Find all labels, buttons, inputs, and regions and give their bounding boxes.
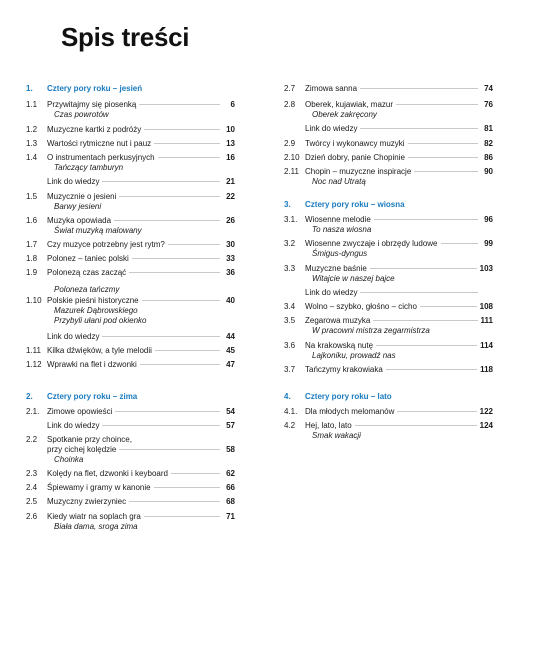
toc-entry[interactable] xyxy=(284,84,493,94)
entry-number: 3.1. xyxy=(284,215,298,224)
section-title: Cztery pory roku – wiosna xyxy=(305,200,405,209)
leader-line xyxy=(140,364,220,365)
toc-entry[interactable] xyxy=(284,239,493,259)
toc-entry[interactable] xyxy=(26,216,235,236)
entry-subtitle: Smak wakacji xyxy=(312,431,361,440)
entry-number: 2.10 xyxy=(284,153,300,162)
toc-entry[interactable] xyxy=(284,316,493,336)
entry-row xyxy=(305,215,493,225)
toc-entry[interactable] xyxy=(284,100,493,120)
entry-title: Hej, lato, lato xyxy=(305,421,352,430)
section-number: 1. xyxy=(26,84,33,93)
leader-line xyxy=(158,157,220,158)
entry-title: Link do wiedzy xyxy=(305,288,358,297)
leader-line xyxy=(115,411,220,412)
leader-line xyxy=(376,345,477,346)
entry-subtitle: Mazurek Dąbrowskiego xyxy=(54,306,138,315)
entry-row xyxy=(47,407,235,417)
entry-number: 2.2 xyxy=(26,435,38,444)
entry-title: Muzycznie o jesieni xyxy=(47,192,117,201)
leader-line xyxy=(102,425,220,426)
entry-title: Polonezą czas zacząć xyxy=(47,268,127,277)
leader-line xyxy=(168,244,220,245)
entry-title: Tańczymy krakowiaka xyxy=(305,365,383,374)
entry-title: Wiosenne melodie xyxy=(305,215,371,224)
entry-row xyxy=(305,124,493,134)
section-number: 4. xyxy=(284,392,291,401)
leader-line xyxy=(119,449,220,450)
entry-title: Wprawki na flet i dzwonki xyxy=(47,360,137,369)
toc-entry[interactable] xyxy=(284,341,493,361)
toc-entry[interactable] xyxy=(26,332,235,342)
entry-title-continued: przy cichej kolędzie xyxy=(47,445,117,454)
entry-title: Zegarowa muzyka xyxy=(305,316,371,325)
entry-row xyxy=(305,139,493,149)
entry-subtitle: Przybyli ułani pod okienko xyxy=(54,316,147,325)
leader-line xyxy=(420,306,477,307)
entry-number: 4.1. xyxy=(284,407,298,416)
toc-entry[interactable] xyxy=(284,302,493,312)
leader-line xyxy=(102,181,220,182)
entry-row xyxy=(47,360,235,370)
entry-title: Wartości rytmiczne nut i pauz xyxy=(47,139,152,148)
entry-row xyxy=(305,302,493,312)
entry-number: 1.3 xyxy=(26,139,38,148)
toc-entry[interactable] xyxy=(26,435,235,465)
toc-entry[interactable] xyxy=(284,124,493,134)
entry-row xyxy=(47,268,235,278)
leader-line xyxy=(139,104,220,105)
leader-line xyxy=(144,129,220,130)
section-number: 3. xyxy=(284,200,291,209)
entry-subtitle: Tańczący tamburyn xyxy=(54,163,124,172)
leader-line xyxy=(154,143,220,144)
entry-row xyxy=(47,346,235,356)
leader-line xyxy=(102,336,220,337)
entry-title: Wolno – szybko, głośno – cicho xyxy=(305,302,417,311)
entry-title: Dla młodych melomanów xyxy=(305,407,395,416)
entry-row xyxy=(47,139,235,149)
toc-entry[interactable] xyxy=(26,346,235,356)
toc-entry[interactable] xyxy=(26,177,235,187)
entry-number: 3.3 xyxy=(284,264,296,273)
entry-number: 3.4 xyxy=(284,302,296,311)
page-number: 82 xyxy=(484,139,493,148)
section-title: Cztery pory roku – zima xyxy=(47,392,138,401)
entry-subtitle: To nasza wiosna xyxy=(312,225,372,234)
leader-line xyxy=(129,272,220,273)
page-number: 62 xyxy=(226,469,235,478)
entry-title: Polskie pieśni historyczne xyxy=(47,296,139,305)
entry-subtitle: Czas powrotów xyxy=(54,110,109,119)
toc-entry[interactable] xyxy=(26,268,235,278)
toc-entry[interactable] xyxy=(284,407,493,417)
entry-title: Spotkanie przy choince, xyxy=(47,435,132,444)
toc-entry[interactable] xyxy=(26,421,235,431)
entry-row xyxy=(47,254,235,264)
entry-title: Link do wiedzy xyxy=(47,421,100,430)
entry-row xyxy=(47,177,235,187)
entry-title: Oberek, kujawiak, mazur xyxy=(305,100,394,109)
entry-row xyxy=(305,153,493,163)
leader-line xyxy=(373,320,477,321)
toc-entry[interactable] xyxy=(26,469,235,479)
entry-row xyxy=(47,483,235,493)
leader-line xyxy=(119,196,220,197)
entry-subtitle: Biała dama, sroga zima xyxy=(54,522,138,531)
page-number: 74 xyxy=(484,84,493,93)
page-number: 36 xyxy=(226,268,235,277)
page-number: 118 xyxy=(480,365,493,374)
entry-title: O instrumentach perkusyjnych xyxy=(47,153,155,162)
section-heading xyxy=(284,200,493,209)
entry-row xyxy=(47,512,235,522)
page-number: 16 xyxy=(226,153,235,162)
toc-entry[interactable] xyxy=(26,483,235,493)
entry-row xyxy=(47,216,235,226)
page-number: 22 xyxy=(226,192,235,201)
toc-entry[interactable] xyxy=(26,407,235,417)
page-number: 114 xyxy=(480,341,493,350)
section-heading xyxy=(284,392,493,401)
entry-title: Muzyczne baśnie xyxy=(305,264,367,273)
section-number: 2. xyxy=(26,392,33,401)
entry-row xyxy=(305,341,493,351)
page-number: 103 xyxy=(479,264,493,273)
entry-number: 1.6 xyxy=(26,216,38,225)
entry-row xyxy=(47,332,235,342)
leader-line xyxy=(360,292,478,293)
leader-line xyxy=(441,243,478,244)
toc-entry[interactable] xyxy=(284,167,493,187)
entry-title: Muzyczny zwierzyniec xyxy=(47,497,127,506)
entry-title: Twórcy i wykonawcy muzyki xyxy=(305,139,405,148)
entry-number: 3.6 xyxy=(284,341,296,350)
entry-subtitle: Lajkoniku, prowadź nas xyxy=(312,351,396,360)
entry-row xyxy=(47,296,235,306)
entry-row xyxy=(47,445,235,455)
page-number: 40 xyxy=(226,296,235,305)
leader-line xyxy=(397,411,476,412)
entry-row xyxy=(47,100,235,110)
entry-title: Link do wiedzy xyxy=(47,177,100,186)
section-heading xyxy=(26,392,235,401)
entry-number: 2.9 xyxy=(284,139,296,148)
entry-title: Przywitajmy się piosenką xyxy=(47,100,137,109)
entry-subtitle: W pracowni mistrza zegarmistrza xyxy=(312,326,430,335)
entry-number: 1.2 xyxy=(26,125,38,134)
page-number: 99 xyxy=(484,239,493,248)
entry-number: 1.11 xyxy=(26,346,41,355)
entry-number: 2.4 xyxy=(26,483,38,492)
page-number: 122 xyxy=(479,407,493,416)
page-number: 71 xyxy=(226,512,235,521)
leader-line xyxy=(154,487,220,488)
leader-line xyxy=(408,143,478,144)
page-number: 96 xyxy=(484,215,493,224)
toc-entry[interactable] xyxy=(284,288,493,298)
entry-subtitle: Choinka xyxy=(54,455,84,464)
toc-entry[interactable] xyxy=(26,125,235,135)
section-title: Cztery pory roku – lato xyxy=(305,392,392,401)
page-number: 58 xyxy=(226,445,235,454)
page-number: 21 xyxy=(226,177,235,186)
entry-title: Kiedy wiatr na soplach gra xyxy=(47,512,141,521)
toc-entry[interactable] xyxy=(26,192,235,212)
entry-row xyxy=(305,239,493,249)
entry-title: Kolędy na flet, dzwonki i keyboard xyxy=(47,469,168,478)
toc-entry[interactable] xyxy=(26,139,235,149)
leader-line xyxy=(360,128,478,129)
entry-row xyxy=(47,497,235,507)
entry-row xyxy=(305,421,493,431)
entry-number: 1.4 xyxy=(26,153,38,162)
page-number: 90 xyxy=(484,167,493,176)
entry-row xyxy=(305,365,493,375)
subtitle-text: Poloneza tańczmy xyxy=(54,285,120,294)
leader-line xyxy=(355,425,477,426)
entry-subtitle: Noc nad Utratą xyxy=(312,177,366,186)
entry-title: Dzień dobry, panie Chopinie xyxy=(305,153,405,162)
leader-line xyxy=(114,220,220,221)
page-number: 54 xyxy=(226,407,235,416)
leader-line xyxy=(396,104,478,105)
entry-number: 2.7 xyxy=(284,84,296,93)
entry-title: Link do wiedzy xyxy=(47,332,100,341)
entry-title: Muzyka opowiada xyxy=(47,216,112,225)
toc-entry[interactable] xyxy=(26,240,235,250)
page-number: 44 xyxy=(226,332,235,341)
toc-entry[interactable] xyxy=(26,153,235,173)
entry-number: 1.5 xyxy=(26,192,38,201)
page-number: 13 xyxy=(226,139,235,148)
entry-subtitle: Świat muzyką malowany xyxy=(54,226,142,235)
entry-number: 2.3 xyxy=(26,469,38,478)
entry-row xyxy=(305,84,493,94)
toc-entry[interactable] xyxy=(26,512,235,532)
page-number: 108 xyxy=(479,302,493,311)
entry-subtitle: Witajcie w naszej bajce xyxy=(312,274,395,283)
entry-row xyxy=(47,125,235,135)
page-number: 68 xyxy=(226,497,235,506)
toc-entry[interactable] xyxy=(284,365,493,375)
entry-row xyxy=(47,153,235,163)
page-number: 66 xyxy=(226,483,235,492)
page-number: 30 xyxy=(226,240,235,249)
entry-number: 1.8 xyxy=(26,254,38,263)
leader-line xyxy=(129,501,220,502)
page-number: 33 xyxy=(226,254,235,263)
entry-number: 1.7 xyxy=(26,240,38,249)
toc-subtitle xyxy=(26,285,235,295)
entry-number: 4.2 xyxy=(284,421,296,430)
leader-line xyxy=(370,268,477,269)
entry-title: Polonez – taniec polski xyxy=(47,254,129,263)
entry-row xyxy=(305,167,493,177)
entry-title: Czy muzyce potrzebny jest rytm? xyxy=(47,240,165,249)
entry-title: Zimowe opowieści xyxy=(47,407,113,416)
page-number: 111 xyxy=(480,316,493,325)
leader-line xyxy=(414,171,478,172)
section-title: Cztery pory roku – jesień xyxy=(47,84,143,93)
leader-line xyxy=(144,516,220,517)
entry-number: 2.5 xyxy=(26,497,38,506)
entry-subtitle: Barwy jesieni xyxy=(54,202,102,211)
toc-entry[interactable] xyxy=(284,139,493,149)
page-title: Spis treści xyxy=(61,22,190,52)
entry-row xyxy=(305,264,493,274)
entry-number: 1.12 xyxy=(26,360,42,369)
page-number: 81 xyxy=(484,124,493,133)
leader-line xyxy=(374,219,478,220)
entry-row xyxy=(47,421,235,431)
entry-row xyxy=(305,100,493,110)
entry-number: 2.1. xyxy=(26,407,40,416)
entry-number: 3.2 xyxy=(284,239,296,248)
entry-number: 1.10 xyxy=(26,296,42,305)
entry-subtitle: Oberek zakręcony xyxy=(312,110,377,119)
page-number: 45 xyxy=(226,346,235,355)
page-number: 26 xyxy=(226,216,235,225)
page-number: 47 xyxy=(226,360,235,369)
entry-row xyxy=(305,288,493,298)
leader-line xyxy=(171,473,220,474)
page-number: 124 xyxy=(479,421,493,430)
page-number: 86 xyxy=(484,153,493,162)
entry-number: 2.8 xyxy=(284,100,296,109)
entry-number: 3.5 xyxy=(284,316,296,325)
page-number: 57 xyxy=(226,421,235,430)
page-number: 6 xyxy=(230,100,235,109)
entry-row xyxy=(47,192,235,202)
leader-line xyxy=(408,157,478,158)
entry-row xyxy=(305,316,493,326)
page-number: 10 xyxy=(226,125,235,134)
entry-row xyxy=(47,469,235,479)
leader-line xyxy=(155,350,220,351)
leader-line xyxy=(386,369,477,370)
entry-subtitle: Śmigus-dyngus xyxy=(312,249,368,258)
entry-number: 3.7 xyxy=(284,365,296,374)
entry-title: Chopin – muzyczne inspiracje xyxy=(305,167,412,176)
leader-line xyxy=(360,88,478,89)
leader-line xyxy=(132,258,220,259)
toc-entry[interactable] xyxy=(26,254,235,264)
entry-title: Link do wiedzy xyxy=(305,124,358,133)
entry-number: 1.9 xyxy=(26,268,38,277)
entry-row xyxy=(47,240,235,250)
section-heading xyxy=(26,84,235,93)
toc-entry[interactable] xyxy=(26,497,235,507)
toc-entry[interactable] xyxy=(284,421,493,441)
entry-title: Wiosenne zwyczaje i obrzędy ludowe xyxy=(305,239,438,248)
entry-row xyxy=(305,407,493,417)
toc-entry[interactable] xyxy=(284,215,493,235)
toc-entry[interactable] xyxy=(284,264,493,284)
toc-entry[interactable] xyxy=(26,296,235,326)
leader-line xyxy=(142,300,220,301)
entry-title: Zimowa sanna xyxy=(305,84,358,93)
entry-number: 1.1 xyxy=(26,100,38,109)
entry-number: 2.11 xyxy=(284,167,299,176)
entry-title: Na krakowską nutę xyxy=(305,341,374,350)
entry-title: Muzyczne kartki z podróży xyxy=(47,125,142,134)
toc-entry[interactable] xyxy=(26,360,235,370)
page-number: 76 xyxy=(484,100,493,109)
entry-title: Kilka dźwięków, a tyle melodii xyxy=(47,346,152,355)
toc-entry[interactable] xyxy=(284,153,493,163)
entry-number: 2.6 xyxy=(26,512,38,521)
toc-entry[interactable] xyxy=(26,100,235,120)
entry-title: Śpiewamy i gramy w kanonie xyxy=(47,483,151,492)
